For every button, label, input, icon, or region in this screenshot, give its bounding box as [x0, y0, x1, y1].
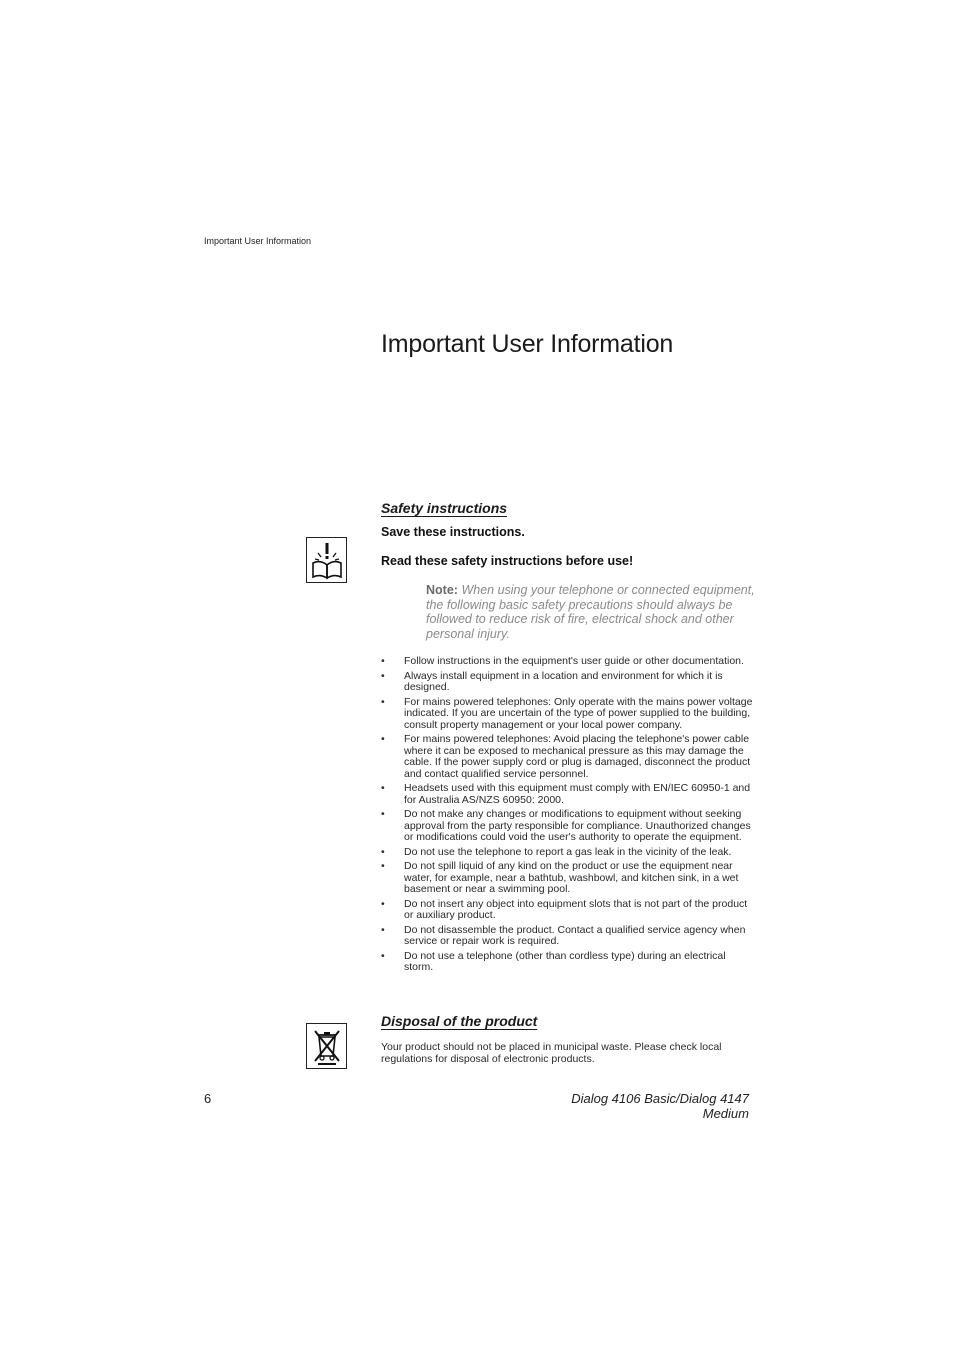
list-item-text: Headsets used with this equipment must comply with EN/IEC 60950-1 and for Australia AS/NZS 60950: 2000.	[404, 782, 751, 806]
list-item: • Do not spill liquid of any kind on the product or use the equipment near water, for example, near a bathtub, washbowl, and kitchen sink, in a wet basement or near a swimming pool.	[381, 860, 739, 895]
list-item: • Do not use a telephone (other than cordless type) during an electrical storm.	[381, 949, 726, 973]
save-instructions-line: Save these instructions.	[381, 525, 525, 539]
list-item: • Do not make any changes or modifications to equipment without seeking approval from the party responsible for compliance. Unauthorized changes or modifications could void the user's authority to operate the equipment.	[381, 808, 751, 843]
list-item-text: Do not insert any object into equipment slots that is not part of the product or auxiliary product.	[404, 897, 748, 921]
safety-heading-wrap	[381, 500, 507, 516]
disposal-heading: Disposal of the product	[381, 1013, 538, 1029]
crossed-out-wheelie-bin-icon	[306, 1023, 347, 1069]
safety-heading: Safety instructions	[381, 500, 508, 516]
note-text: When using your telephone or connected equipment, the following basic safety precautions should always be followed to reduce risk of fire, electrical shock and other personal injury.	[426, 583, 755, 641]
list-item: • For mains powered telephones: Only operate with the mains power voltage indicated. If you are uncertain of the type of power supplied to the building, consult property management or your local power company.	[381, 695, 753, 731]
safety-bullet-list	[381, 656, 753, 977]
list-item-text: For mains powered telephones: Only operate with the mains power voltage indicated. If you are uncertain of the type of power supplied to the building, consult property management or your local power company.	[404, 695, 753, 731]
list-item: • Do not insert any object into equipment slots that is not part of the product or auxiliary product.	[381, 897, 748, 921]
list-item: • Always install equipment in a location and environment for which it is designed.	[381, 669, 723, 693]
list-item-text: Do not use a telephone (other than cordless type) during an electrical storm.	[404, 949, 726, 973]
document-title: Dialog 4106 Basic/Dialog 4147 Medium	[571, 1091, 749, 1121]
read-manual-warning-icon	[306, 537, 347, 583]
list-item-text: Do not spill liquid of any kind on the product or use the equipment near water, for example, near a bathtub, washbowl, and kitchen sink, in a wet basement or near a swimming pool.	[404, 860, 739, 895]
list-item-text: For mains powered telephones: Avoid placing the telephone's power cable where it can be exposed to mechanical pressure as this may damage the cable. If the power supply cord or plug is damaged, disconnect the product and contact qualified service personnel.	[404, 733, 751, 780]
list-item: • Do not use the telephone to report a gas leak in the vicinity of the leak.	[381, 845, 732, 858]
running-head: Important User Information	[204, 236, 312, 246]
read-instructions-line: Read these safety instructions before use!	[381, 554, 634, 568]
list-item: • Follow instructions in the equipment's user guide or other documentation.	[381, 655, 744, 667]
disposal-text: Your product should not be placed in municipal waste. Please check local regulations for disposal of electronic products.	[381, 1041, 722, 1065]
disposal-heading-wrap	[381, 1013, 537, 1029]
page-title: Important User Information	[381, 330, 674, 358]
list-item-text: Always install equipment in a location and environment for which it is designed.	[404, 669, 723, 693]
note-label: Note:	[426, 583, 458, 597]
list-item-text: Do not disassemble the product. Contact a qualified service agency when service or repair work is required.	[404, 923, 746, 947]
safety-note	[426, 583, 756, 641]
page-number: 6	[204, 1091, 212, 1106]
list-item: • Headsets used with this equipment must comply with EN/IEC 60950-1 and for Australia AS/NZS 60950: 2000.	[381, 782, 751, 806]
list-item: • For mains powered telephones: Avoid placing the telephone's power cable where it can be exposed to mechanical pressure as this may damage the cable. If the power supply cord or plug is damaged, disconnect the product and contact qualified service personnel.	[381, 733, 751, 780]
list-item-text: Do not make any changes or modifications to equipment without seeking approval from the party responsible for compliance. Unauthorized changes or modifications could void the user's authority to operate the equipment.	[404, 808, 751, 843]
list-item-text: Do not use the telephone to report a gas leak in the vicinity of the leak.	[404, 845, 732, 858]
list-item: • Do not disassemble the product. Contact a qualified service agency when service or repair work is required.	[381, 923, 746, 947]
list-item-text: Follow instructions in the equipment's user guide or other documentation.	[404, 655, 744, 667]
